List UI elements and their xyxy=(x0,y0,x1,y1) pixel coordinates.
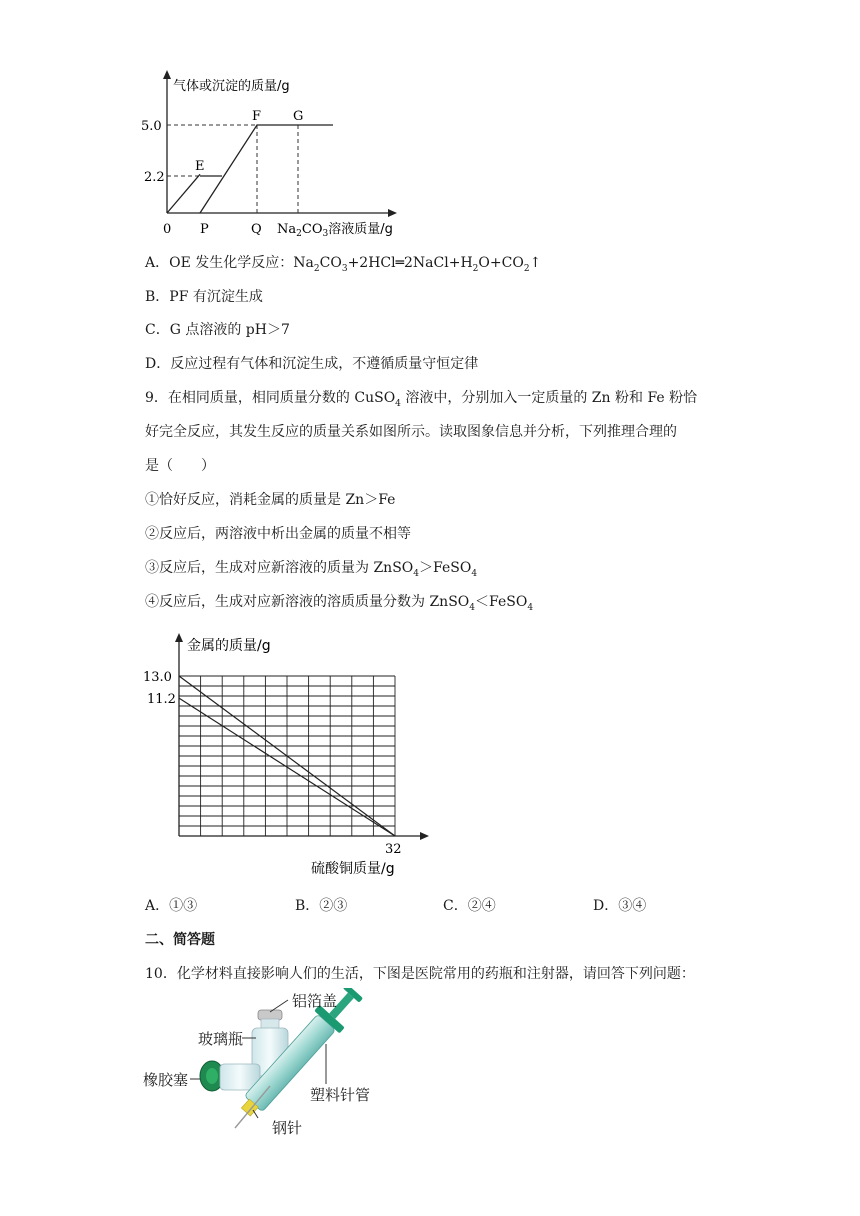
q8-option-c: C．G 点溶液的 pH＞7 xyxy=(145,322,290,338)
point-f-label: F xyxy=(252,109,262,124)
label-steel-needle: 钢针 xyxy=(272,1119,303,1137)
point-p-label: P xyxy=(200,222,209,237)
q8-option-d: D．反应过程有气体和沉淀生成，不遵循质量守恒定律 xyxy=(145,356,479,372)
y-axis-label: 气体或沉淀的质量/g xyxy=(173,79,290,94)
q8-option-a: A．OE 发生化学反应：$Na_2CO_3+2HCl═2NaCl+H_2O+CO_2↑$ xyxy=(145,255,542,274)
q9-option-b: B．②③ xyxy=(295,898,348,914)
x-axis-label: 硫酸铜质量/g xyxy=(311,861,395,877)
series-gas-line xyxy=(167,174,200,213)
vial-syringe-illustration xyxy=(140,988,390,1138)
label-glass-bottle: 玻璃瓶 xyxy=(198,1030,244,1048)
label-aluminum-cap: 铝箔盖 xyxy=(292,992,338,1010)
q9-statement-4: ④反应后，生成对应新溶液的溶质质量分数为 ZnSO$_4$＜FeSO$_4$ xyxy=(145,594,534,613)
label-rubber-stopper: 橡胶塞 xyxy=(143,1071,189,1089)
label-plastic-tube: 塑料针管 xyxy=(310,1086,371,1104)
q9-stem-line-2: 好完全反应，其发生反应的质量关系如图所示。读取图象信息并分析，下列推理合理的 xyxy=(145,424,677,440)
y-axis-label: 金属的质量/g xyxy=(187,638,271,654)
q9-stem-line-1: 9．在相同质量，相同质量分数的 CuSO$_4$ 溶液中，分别加入一定质量的 Zn 粉和 Fe 粉恰 xyxy=(145,390,698,409)
point-q-label: Q xyxy=(251,222,262,237)
q9-option-a: A．①③ xyxy=(145,898,198,914)
x-axis-label: $Na_2CO_3$溶液质量/g xyxy=(277,222,393,239)
q9-stem-line-3: 是（ ） xyxy=(145,458,215,474)
q10-stem: 10．化学材料直接影响人们的生活，下图是医院常用的药瓶和注射器，请回答下列问题： xyxy=(145,966,695,982)
q8-option-b: B．PF 有沉淀生成 xyxy=(145,289,263,305)
metal-mass-chart xyxy=(135,628,445,878)
y-tick-2-2: 2.2 xyxy=(144,170,165,185)
q9-option-c: C．②④ xyxy=(443,898,496,914)
series-precipitate-line xyxy=(200,125,333,213)
y-tick-5: 5.0 xyxy=(141,119,162,134)
point-e-label: E xyxy=(195,159,205,174)
q9-statement-3: ③反应后，生成对应新溶液的质量为 ZnSO$_4$＞FeSO$_4$ xyxy=(145,560,478,579)
point-g-label: G xyxy=(293,109,304,124)
origin-label: 0 xyxy=(163,222,172,237)
gas-precipitate-chart xyxy=(135,68,415,243)
rubber-stopper-icon xyxy=(200,1061,260,1091)
section-title: 二、简答题 xyxy=(145,932,215,948)
q9-statement-2: ②反应后，两溶液中析出金属的质量不相等 xyxy=(145,526,411,542)
q9-statement-1: ①恰好反应，消耗金属的质量是 Zn＞Fe xyxy=(145,492,396,508)
q9-option-d: D．③④ xyxy=(593,898,647,914)
y-tick-13: 13.0 xyxy=(143,670,172,685)
y-tick-11-2: 11.2 xyxy=(147,692,176,707)
x-tick-32: 32 xyxy=(385,842,402,857)
